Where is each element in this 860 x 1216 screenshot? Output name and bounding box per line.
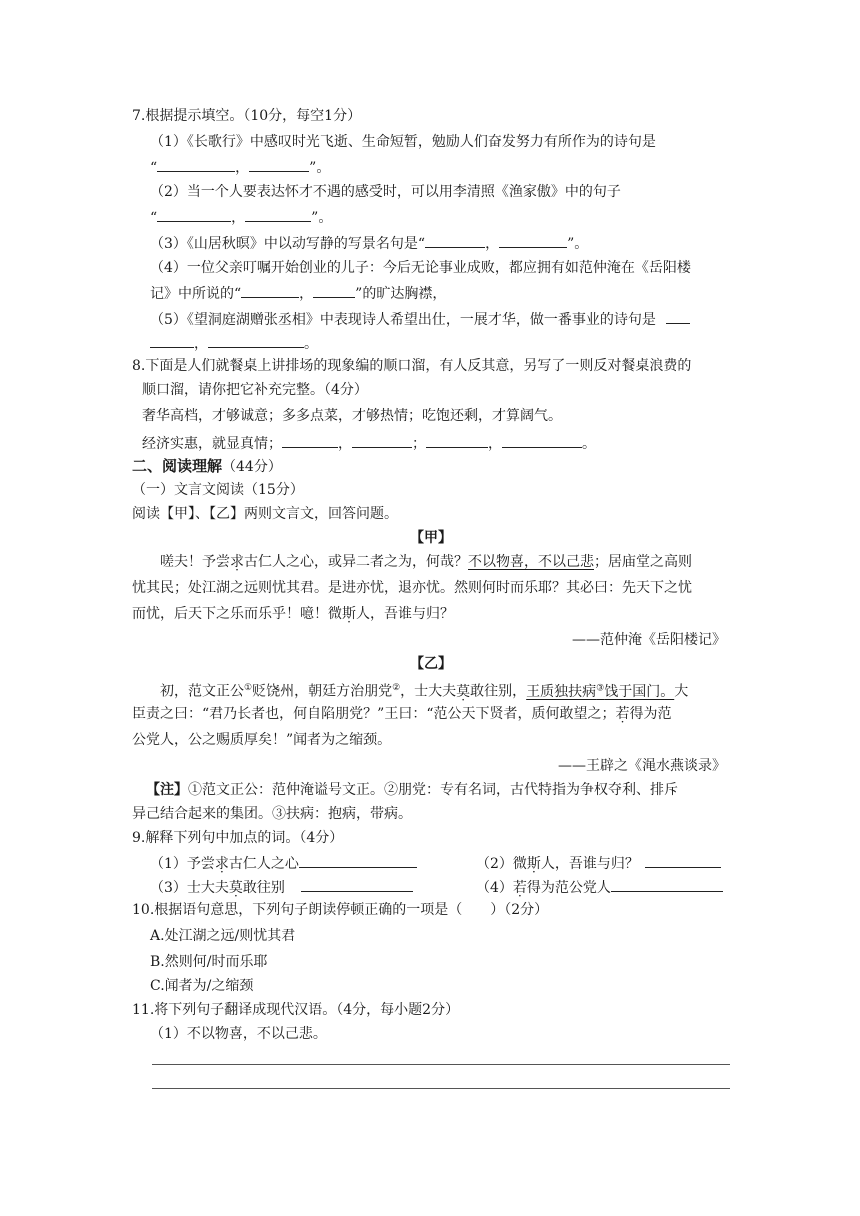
q7-item1-answer-line: “ ， ”。 [150, 156, 330, 178]
passage-yi-line2: 臣责之曰：“君乃长者也，何自陷朋党？”王曰：“范公天下贤者，质何敢望之；若得为范 [132, 706, 672, 722]
notes-line1: 【注】①范文正公：范仲淹谥号文正。②朋党：专有名词，古代特指为争权夺利、排斥 [146, 782, 678, 798]
notes-line2: 异己结合起来的集团。③扶病：抱病，带病。 [132, 806, 412, 822]
underlined-sentence: 王质独扶病③饯于国门。 [526, 683, 675, 700]
q8-blank-1[interactable] [282, 432, 338, 448]
q10-option-c[interactable]: C.闻者为/之缩颈 [150, 978, 254, 994]
q7-item3: （3）《山居秋暝》中以动写静的写景名句是“ ， ”。 [150, 232, 588, 254]
passage-jia-label: 【甲】 [410, 530, 452, 546]
section2-heading: 二、阅读理解（44分） [132, 457, 282, 475]
q8-title-cont: 顺口溜，请你把它补充完整。（4分） [142, 382, 368, 398]
q7-item4-blank-2[interactable] [313, 282, 355, 298]
dotted-char: 莫 [456, 683, 471, 700]
q9-blank-2[interactable] [645, 852, 721, 868]
passage-yi-source: ——王辟之《渑水燕谈录》 [558, 758, 726, 774]
q10-option-b[interactable]: B.然则何/时而乐耶 [150, 954, 268, 970]
q9-item4: （4）若得为范公党人 [476, 876, 723, 898]
dotted-char: 斯 [342, 606, 356, 622]
q7-item4-blank-1[interactable] [241, 282, 299, 298]
q9-title: 9.解释下列句中加点的词。（4分） [132, 830, 344, 846]
q8-title: 8.下面是人们就餐桌上讲排场的现象编的顺口溜，有人反其意，另写了一则反对餐桌浪费的 [132, 358, 692, 374]
answer-line-1[interactable] [152, 1064, 730, 1065]
q11-title: 11.将下列句子翻译成现代汉语。（4分，每小题2分） [132, 1002, 460, 1018]
passage-yi-line3: 公党人，公之赐质厚矣！”闻者为之缩颈。 [132, 732, 392, 748]
q8-blank-3[interactable] [426, 432, 488, 448]
q9-item3: （3）士大夫莫敢往别 [150, 876, 413, 898]
passage-yi-line1: 初，范文正公①贬饶州，朝廷方治朋党②，士大夫莫敢往别，王质独扶病③饯于国门。大 [160, 683, 689, 700]
q9-blank-4[interactable] [611, 876, 723, 892]
q7-item2-answer-line: “ ， ”。 [150, 206, 332, 228]
dotted-char: 求 [214, 856, 229, 872]
footnote-marker: ③ [596, 683, 605, 693]
underlined-sentence: 不以物喜，不以己悲 [468, 554, 594, 570]
q8-blank-2[interactable] [352, 432, 412, 448]
footnote-marker: ② [392, 683, 401, 693]
q8-blank-4[interactable] [502, 432, 582, 448]
q7-item5-blank-1b[interactable] [150, 332, 194, 348]
answer-line-2[interactable] [152, 1088, 730, 1089]
dotted-char: 求 [230, 554, 244, 570]
q7-item5-answer-line: ， 。 [150, 332, 318, 354]
q10-title: 10.根据语句意思，下列句子朗读停顿正确的一项是（ ）（2分） [132, 902, 549, 918]
q7-item1-blank-1[interactable] [157, 156, 235, 172]
passage-jia-source: ——范仲淹《岳阳楼记》 [572, 632, 726, 648]
q9-item2: （2）微斯人，吾谁与归？ [476, 852, 721, 874]
footnote-marker: ① [244, 683, 253, 693]
passage-jia-line3: 而忧，后天下之乐而乐乎！噫！微斯人，吾谁与归？ [132, 606, 454, 622]
q7-item5-prompt: （5）《望洞庭湖赠张丞相》中表现诗人希望出仕，一展才华，做一番事业的诗句是 [150, 308, 690, 330]
q7-item1-prompt: （1）《长歌行》中感叹时光飞逝、生命短暂，勉励人们奋发努力有所作为的诗句是 [150, 134, 656, 150]
q7-item2-blank-1[interactable] [157, 206, 231, 222]
dotted-char: 若 [512, 880, 527, 896]
dotted-char: 斯 [526, 856, 541, 872]
q9-item1: （1）予尝求古仁人之心 [150, 852, 417, 874]
q10-option-a[interactable]: A.处江湖之远/则忧其君 [150, 928, 296, 944]
subsection1-heading: （一）文言文阅读（15分） [132, 482, 304, 498]
q7-item4-prompt: （4）一位父亲叮嘱开始创业的儿子：今后无论事业成败，都应拥有如范仲淹在《岳阳楼 [150, 260, 691, 276]
q9-blank-3[interactable] [301, 876, 413, 892]
q11-sentence-1: （1）不以物喜，不以己悲。 [150, 1026, 327, 1042]
q7-item5-blank-1a[interactable] [666, 308, 690, 324]
q7-title: 7.根据提示填空。（10分，每空1分） [132, 108, 362, 124]
q8-answer-line: 经济实惠，就显真情； ， ； ， 。 [142, 432, 596, 454]
passage-jia-line2: 忧其民；处江湖之远则忧其君。是进亦忧，退亦忧。然则何时而乐耶？其必曰：先天下之忧 [132, 580, 692, 596]
dotted-char: 莫 [228, 880, 243, 896]
q7-item2-prompt: （2）当一个人要表达怀才不遇的感受时，可以用李清照《渔家傲》中的句子 [150, 184, 621, 200]
q7-item5-blank-2[interactable] [208, 332, 304, 348]
passage-jia-line1: 嗟夫！予尝求古仁人之心，或异二者之为，何哉？不以物喜，不以己悲；居庙堂之高则 [160, 554, 692, 570]
q8-given-verse: 奢华高档，才够诚意；多多点菜，才够热情；吃饱还剩，才算阔气。 [142, 408, 562, 424]
q7-item3-blank-1[interactable] [425, 232, 485, 248]
q7-item2-blank-2[interactable] [245, 206, 311, 222]
q7-item3-blank-2[interactable] [499, 232, 567, 248]
dotted-char: 若 [615, 706, 630, 722]
q7-item1-blank-2[interactable] [249, 156, 309, 172]
reading-intro: 阅读【甲】、【乙】两则文言文，回答问题。 [132, 506, 398, 522]
q7-item4-answer-line: 记》中所说的“ ， ”的旷达胸襟， [150, 282, 446, 304]
passage-yi-label: 【乙】 [410, 656, 452, 672]
q9-blank-1[interactable] [299, 852, 417, 868]
